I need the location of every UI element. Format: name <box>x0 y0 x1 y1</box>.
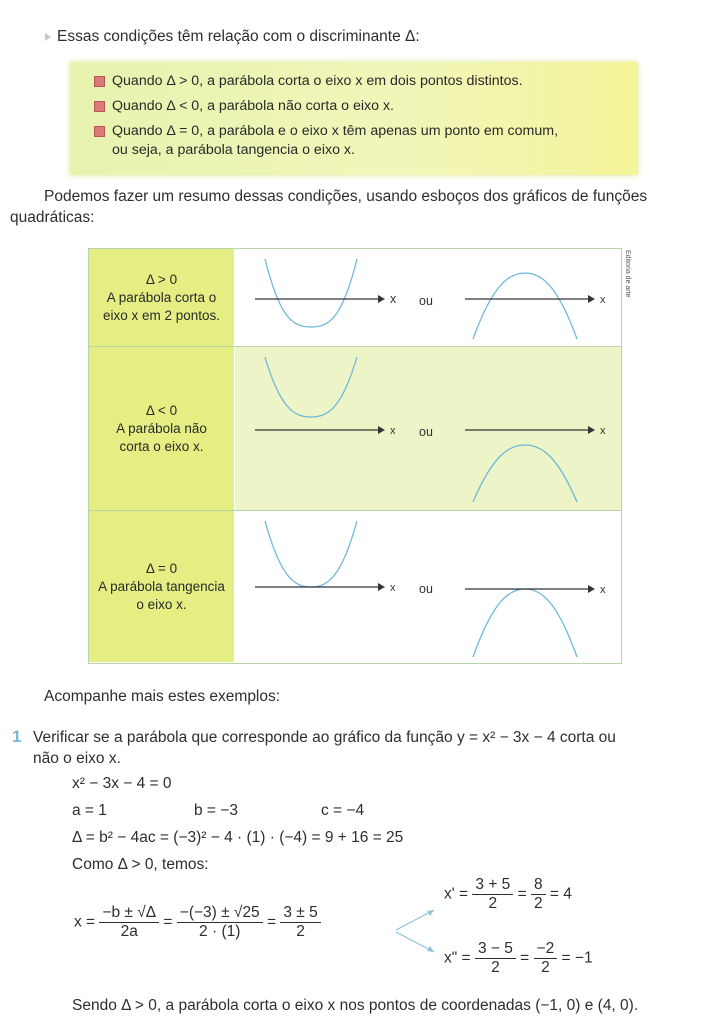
fraction: $\frac{3 - 5}{2}$ <box>475 940 516 977</box>
upward-parabola-two-roots <box>265 259 357 327</box>
row-graphs <box>235 347 621 510</box>
downward-parabola-two-roots <box>473 273 577 339</box>
fraction: $\frac{-2}{2}$ <box>534 940 558 977</box>
graphs-svg <box>235 347 621 510</box>
axis-label-x: x <box>600 425 606 437</box>
condition-item-continuation: ou seja, a parábola tangencia o eixo x. <box>112 142 355 158</box>
fraction: $\frac{3 + 5}{2}$ <box>472 876 513 913</box>
x-axis-arrow-icon <box>378 426 385 434</box>
row-graphs <box>235 249 621 346</box>
table-row-delta-negative <box>89 347 621 511</box>
axis-label-x: x <box>390 582 396 594</box>
x-axis-arrow-icon <box>588 426 595 434</box>
conditions-list <box>70 62 638 160</box>
root-x2: x" = $\frac{3 - 5}{2}$ = $\frac{-2}{2}$ = −1 <box>444 940 593 976</box>
coef-b: b = −3 <box>194 802 238 819</box>
axis-label-x: x <box>600 584 606 596</box>
x-axis-arrow-icon <box>378 295 385 303</box>
square-bullet-icon <box>94 76 105 87</box>
row-graphs <box>235 511 621 662</box>
fraction: $\frac{-(-3) \pm √25}{2 \cdot (1)}$ <box>177 904 263 941</box>
delta-calculation: Δ = b² − 4ac = (−3)² − 4 · (1) · (−4) = 9 + 16 = 25 <box>72 829 404 846</box>
intro-arrow-icon <box>45 33 51 41</box>
axis-label-x: x <box>600 294 606 306</box>
fraction: $\frac{3 \pm 5}{2}$ <box>280 904 320 941</box>
ou-label: ou <box>419 294 433 308</box>
upward-parabola-tangent <box>265 521 357 587</box>
condition-item: Quando Δ > 0, a parábola corta o eixo x em dois pontos distintos. <box>112 72 638 91</box>
como-line: Como Δ > 0, temos: <box>72 856 209 873</box>
coef-a: a = 1 <box>72 802 107 819</box>
upward-parabola-no-roots <box>265 357 357 417</box>
downward-parabola-tangent <box>473 589 577 657</box>
bhaskara-formula: x = $\frac{-b \pm √\Delta}{2a}$ = $\frac{-(-3) \pm √25}{2 \cdot (1)}$ = $\frac{3 \pm 5}{2}$ <box>74 904 321 941</box>
conclusion: Sendo Δ > 0, a parábola corta o eixo x nos pontos de coordenadas (−1, 0) e (4, 0). <box>72 997 639 1014</box>
square-bullet-icon <box>94 101 105 112</box>
x-axis-arrow-icon <box>588 295 595 303</box>
square-bullet-icon <box>94 126 105 137</box>
condition-item: Quando Δ < 0, a parábola não corta o eixo x. <box>112 97 638 116</box>
conditions-box <box>70 62 638 175</box>
summary-table <box>88 248 622 664</box>
condition-item: Quando Δ = 0, a parábola e o eixo x têm apenas um ponto em comum, <box>112 122 638 141</box>
row-label: Δ = 0 A parábola tangencia o eixo x. <box>89 511 234 662</box>
example-statement: Verificar se a parábola que corresponde ao gráfico da função y = x² − 3x − 4 corta ou não o eixo x. <box>33 729 616 767</box>
axis-label-x: x <box>390 292 397 306</box>
table-row-delta-zero <box>89 511 621 662</box>
intro-text: Essas condições têm relação com o discriminante Δ: <box>45 28 420 46</box>
examples-title: Acompanhe mais estes exemplos: <box>44 688 281 705</box>
ou-label: ou <box>419 425 433 439</box>
row-label: Δ > 0 A parábola corta o eixo x em 2 pontos. <box>89 249 234 346</box>
axis-label-x: x <box>390 425 396 437</box>
downward-parabola-no-roots <box>473 445 577 502</box>
equation-line: x² − 3x − 4 = 0 <box>72 775 172 792</box>
root-x1: x' = $\frac{3 + 5}{2}$ = $\frac{8}{2}$ = 4 <box>444 876 572 912</box>
art-credit: Editoria de arte <box>624 250 631 298</box>
graphs-svg <box>235 249 621 346</box>
x-axis-arrow-icon <box>378 583 385 591</box>
resume-paragraph: Podemos fazer um resumo dessas condições, usando esboços dos gráficos de funções quadráticas: <box>10 188 648 226</box>
branch-arrows-icon <box>394 902 440 962</box>
graphs-svg <box>235 511 621 662</box>
fraction: $\frac{-b \pm √\Delta}{2a}$ <box>99 904 159 941</box>
ou-label: ou <box>419 582 433 596</box>
example-number: 1 <box>12 727 22 746</box>
table-row-delta-positive <box>89 249 621 347</box>
fraction: $\frac{8}{2}$ <box>531 876 546 913</box>
row-label: Δ < 0 A parábola não corta o eixo x. <box>89 347 234 510</box>
x-axis-arrow-icon <box>588 585 595 593</box>
coef-c: c = −4 <box>321 802 365 819</box>
